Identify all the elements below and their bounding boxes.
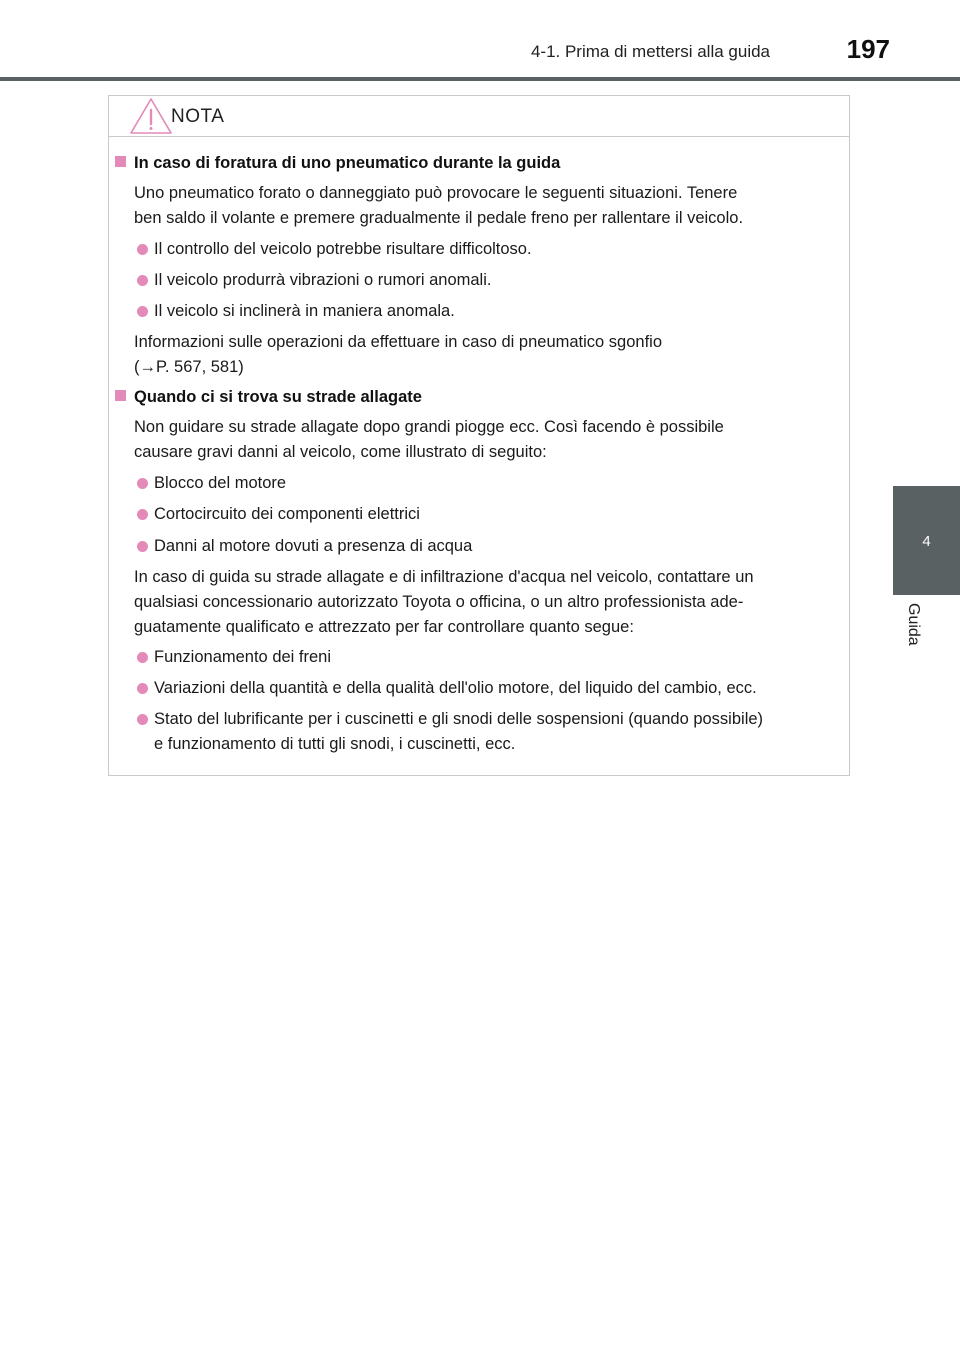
section-heading: Quando ci si trova su strade allagate: [115, 388, 422, 407]
paragraph: Non guidare su strade allagate dopo grandi piogge ecc. Così facendo è possibile causare gravi danni al veicolo, come illustrato di seguito:: [134, 418, 724, 461]
note-box: [108, 95, 850, 776]
list-item: Il veicolo si inclinerà in maniera anomala.: [134, 299, 846, 324]
round-bullet-icon: [137, 683, 148, 694]
list-item: Funzionamento dei freni: [134, 645, 846, 670]
list-item: Danni al motore dovuti a presenza di acqua: [134, 534, 846, 559]
list-item: Cortocircuito dei componenti elettrici: [134, 502, 846, 527]
chapter-label: Guida: [905, 603, 922, 646]
note-title: NOTA: [171, 106, 225, 127]
round-bullet-icon: [137, 478, 148, 489]
chapter-tab: [893, 486, 960, 595]
note-header: [109, 96, 849, 137]
list-item: Blocco del motore: [134, 471, 846, 496]
header-rule: [0, 77, 960, 81]
paragraph: Informazioni sulle operazioni da effettuare in caso di pneumatico sgonfio (→P. 567, 581): [134, 333, 663, 376]
warning-triangle-icon: [129, 97, 173, 135]
round-bullet-icon: [137, 652, 148, 663]
round-bullet-icon: [137, 714, 148, 725]
chapter-number: 4: [922, 533, 931, 550]
paragraph: In caso di guida su strade allagate e di infiltrazione d'acqua nel veicolo, contattare un qualsiasi concessionario autorizzato Toyota o officina, o un altro professionista ade- guatamente qualificato e attrezzato per far controllare quanto segue:: [134, 568, 754, 636]
round-bullet-icon: [137, 509, 148, 520]
square-bullet-icon: [115, 390, 126, 401]
page-number: 197: [846, 34, 890, 64]
section-heading: In caso di foratura di uno pneumatico durante la guida: [115, 154, 560, 173]
list-item: Il controllo del veicolo potrebbe risultare difficoltoso.: [134, 237, 846, 262]
round-bullet-icon: [137, 541, 148, 552]
paragraph: Uno pneumatico forato o danneggiato può provocare le seguenti situazioni. Tenere ben saldo il volante e premere gradualmente il pedale freno per rallentare il veicolo.: [134, 184, 744, 227]
round-bullet-icon: [137, 275, 148, 286]
header-section-title: 4-1. Prima di mettersi alla guida: [530, 42, 770, 61]
square-bullet-icon: [115, 156, 126, 167]
list-item: Stato del lubrificante per i cuscinetti e gli snodi delle sospensioni (quando possibile) e funzionamento di tutti gli snodi, i cuscinetti, ecc.: [134, 707, 846, 757]
round-bullet-icon: [137, 244, 148, 255]
list-item: Variazioni della quantità e della qualità dell'olio motore, del liquido del cambio, ecc.: [134, 676, 846, 701]
list-item: Il veicolo produrrà vibrazioni o rumori anomali.: [134, 268, 846, 293]
round-bullet-icon: [137, 306, 148, 317]
